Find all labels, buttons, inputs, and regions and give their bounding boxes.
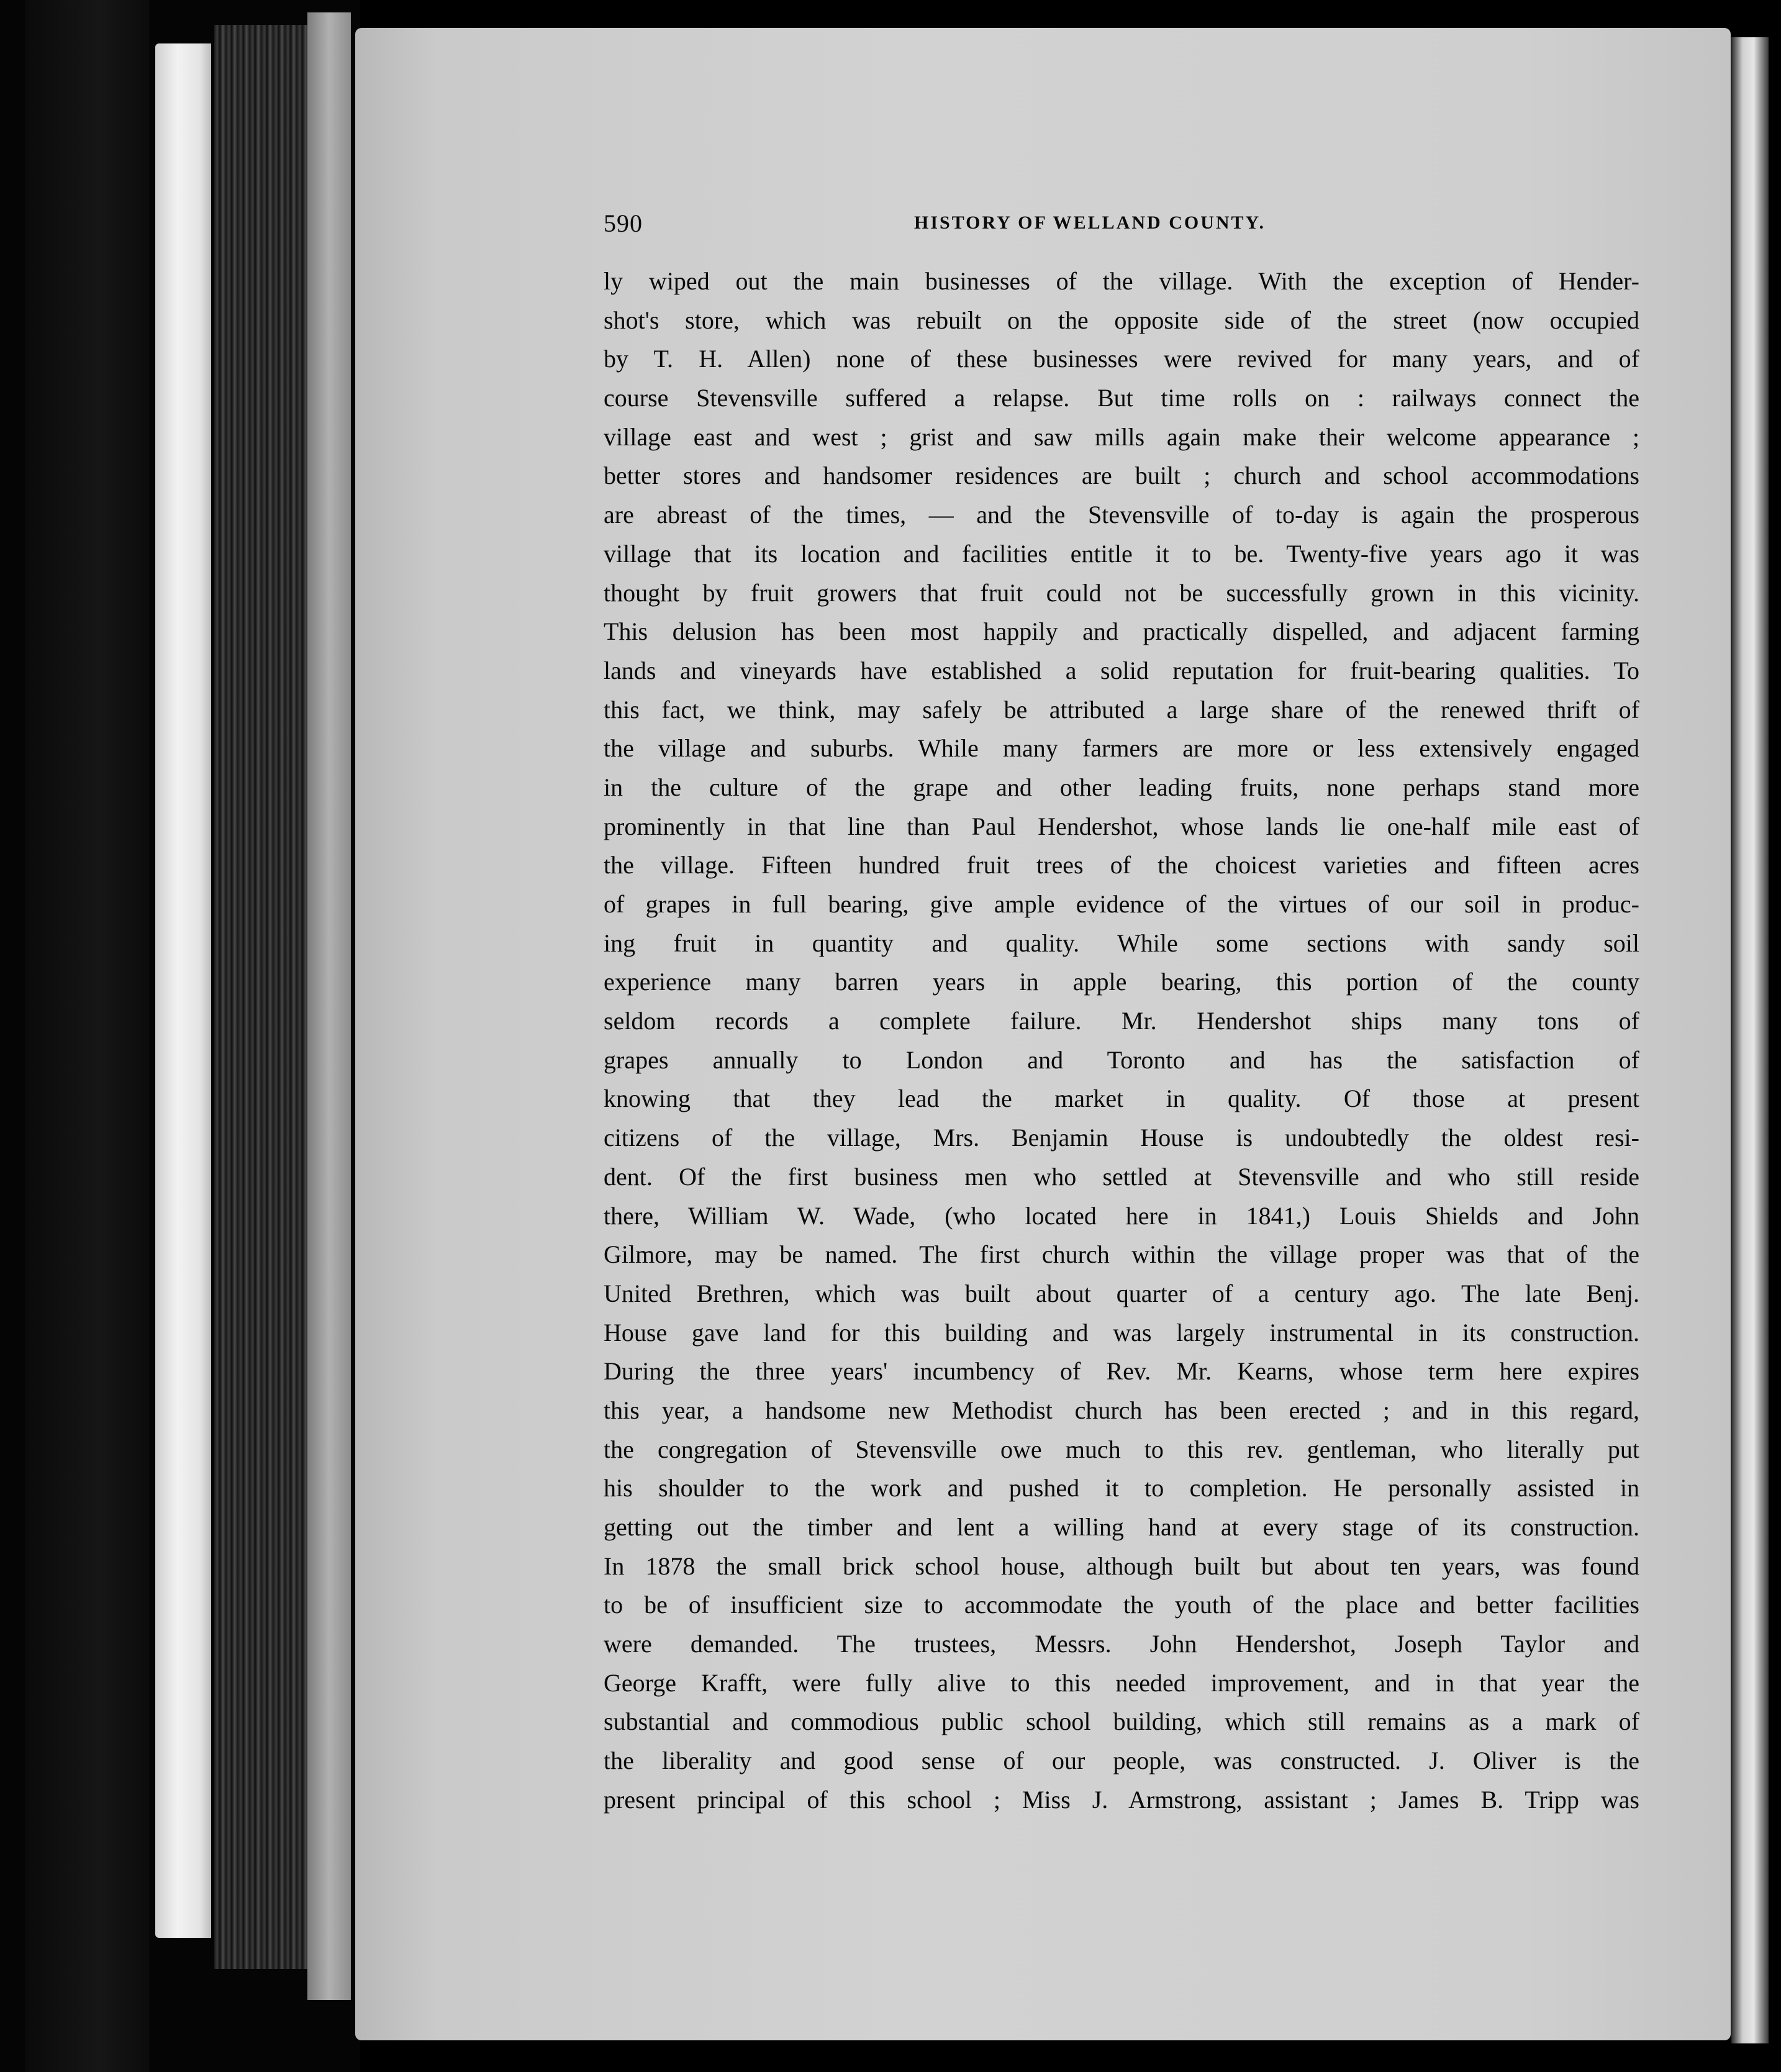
text-line: village that its location and facilities entitle it to be. Twenty-five years ago it was [604, 539, 1639, 568]
text-line: shot's store, which was rebuilt on the opposite side of the street (now occupied [604, 306, 1639, 334]
text-line: the village and suburbs. While many farmers are more or less extensively engaged [604, 734, 1639, 763]
book-spine [25, 0, 149, 2072]
text-line: the liberality and good sense of our people, was constructed. J. Oliver is the [604, 1747, 1639, 1775]
text-line: thought by fruit growers that fruit could not be successfully grown in this vicinity. [604, 578, 1639, 607]
text-line: his shoulder to the work and pushed it to completion. He personally assisted in [604, 1474, 1639, 1502]
text-line: seldom records a complete failure. Mr. Hendershot ships many tons of [604, 1007, 1639, 1035]
page-edge-light [155, 43, 211, 1938]
text-line: were demanded. The trustees, Messrs. John Hendershot, Joseph Taylor and [604, 1630, 1639, 1658]
text-line: United Brethren, which was built about quarter of a century ago. The late Benj. [604, 1279, 1639, 1307]
page-edge-shadow [307, 12, 351, 2000]
text-line: by T. H. Allen) none of these businesses were revived for many years, and of [604, 345, 1639, 373]
text-line: are abreast of the times, — and the Stevensville of to-day is again the prosperous [604, 501, 1639, 529]
text-line: in the culture of the grape and other leading fruits, none perhaps stand more [604, 773, 1639, 801]
text-line: to be of insufficient size to accommodate the youth of the place and better facilities [604, 1591, 1639, 1619]
book-binding [0, 0, 360, 2072]
next-page-edge [1731, 37, 1769, 2043]
page-stack [214, 25, 307, 1969]
text-line: village east and west ; grist and saw mills again make their welcome appearance ; [604, 422, 1639, 451]
text-line: getting out the timber and lent a willing hand at every stage of its construction. [604, 1513, 1639, 1541]
text-line: ing fruit in quantity and quality. While some sections with sandy soil [604, 929, 1639, 957]
text-line: Gilmore, may be named. The first church within the village proper was that of the [604, 1240, 1639, 1269]
text-line: ly wiped out the main businesses of the village. With the exception of Hender- [604, 267, 1639, 295]
text-line: grapes annually to London and Toronto and has the satisfaction of [604, 1045, 1639, 1074]
body-text [604, 262, 1639, 1820]
text-line: of grapes in full bearing, give ample evidence of the virtues of our soil in produc- [604, 890, 1639, 918]
text-line: George Krafft, were fully alive to this needed improvement, and in that year the [604, 1668, 1639, 1697]
text-line: citizens of the village, Mrs. Benjamin House is undoubtedly the oldest resi- [604, 1124, 1639, 1152]
text-line: this fact, we think, may safely be attributed a large share of the renewed thrift of [604, 695, 1639, 724]
text-line: the congregation of Stevensville owe much to this rev. gentleman, who literally put [604, 1435, 1639, 1463]
text-line: experience many barren years in apple bearing, this portion of the county [604, 968, 1639, 996]
text-line: substantial and commodious public school building, which still remains as a mark of [604, 1707, 1639, 1736]
text-line: course Stevensville suffered a relapse. But time rolls on : railways connect the [604, 384, 1639, 412]
text-line: better stores and handsomer residences are built ; church and school accommodations [604, 461, 1639, 490]
text-line: House gave land for this building and was largely instrumental in its construction. [604, 1318, 1639, 1347]
running-head-title: HISTORY OF WELLAND COUNTY. [914, 212, 1266, 233]
text-line: During the three years' incumbency of Rev. Mr. Kearns, whose term here expires [604, 1357, 1639, 1386]
text-line: In 1878 the small brick school house, although built but about ten years, was found [604, 1552, 1639, 1580]
text-line: This delusion has been most happily and practically dispelled, and adjacent farming [604, 617, 1639, 646]
text-line: knowing that they lead the market in quality. Of those at present [604, 1084, 1639, 1113]
text-line: there, William W. Wade, (who located here in 1841,) Louis Shields and John [604, 1201, 1639, 1230]
text-line: dent. Of the first business men who settled at Stevensville and who still reside [604, 1162, 1639, 1191]
text-line: lands and vineyards have established a solid reputation for fruit-bearing qualities. To [604, 656, 1639, 684]
text-line: present principal of this school ; Miss J. Armstrong, assistant ; James B. Tripp was [604, 1785, 1639, 1814]
text-line: the village. Fifteen hundred fruit trees of the choicest varieties and fifteen acres [604, 851, 1639, 879]
running-head [604, 209, 1641, 246]
text-line: prominently in that line than Paul Hendershot, whose lands lie one-half mile east of [604, 812, 1639, 840]
page-number: 590 [604, 209, 643, 237]
text-line: this year, a handsome new Methodist church has been erected ; and in this regard, [604, 1396, 1639, 1424]
